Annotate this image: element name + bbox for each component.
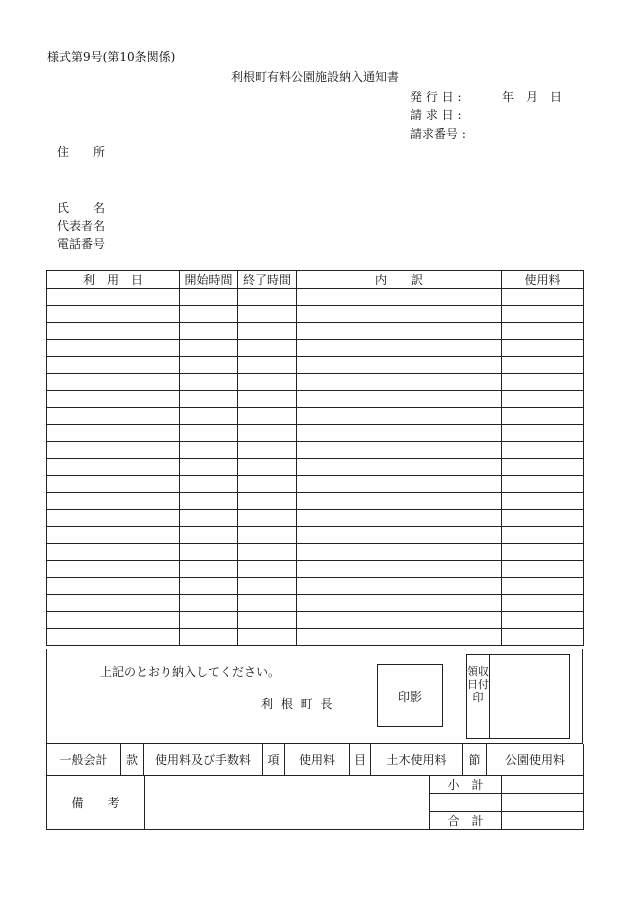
end-time-cell <box>238 561 297 578</box>
remarks-label: 備 考 <box>47 776 145 830</box>
usage-date-cell <box>47 561 180 578</box>
fee-cell <box>502 578 584 595</box>
issue-date-value: 年 月 日 <box>502 90 563 104</box>
account-general: 一般会計 <box>47 744 121 776</box>
start-time-cell <box>180 323 238 340</box>
receipt-stamp-label: 領収日付印 <box>467 665 489 704</box>
usage-date-cell <box>47 459 180 476</box>
end-time-cell <box>238 612 297 629</box>
issue-date-label: 発 行 日 : <box>410 90 462 104</box>
total-label: 合 計 <box>430 812 502 830</box>
usage-date-cell <box>47 544 180 561</box>
table-row <box>47 442 584 459</box>
details-cell <box>297 561 502 578</box>
usage-date-cell <box>47 629 180 646</box>
billing-number-label: 請求番号 : <box>410 127 466 141</box>
details-cell <box>297 391 502 408</box>
fee-cell <box>502 544 584 561</box>
fee-cell <box>502 629 584 646</box>
table-row <box>47 527 584 544</box>
start-time-cell <box>180 629 238 646</box>
start-time-cell <box>180 595 238 612</box>
usage-table-header <box>47 271 584 289</box>
usage-date-cell <box>47 595 180 612</box>
start-time-cell <box>180 374 238 391</box>
fee-cell <box>502 306 584 323</box>
column-header-start-time: 開始時間 <box>180 271 238 289</box>
form-number: 様式第9号(第10条関係) <box>47 50 176 64</box>
end-time-cell <box>238 510 297 527</box>
end-time-cell <box>238 459 297 476</box>
details-cell <box>297 357 502 374</box>
details-cell <box>297 527 502 544</box>
table-row <box>47 374 584 391</box>
start-time-cell <box>180 476 238 493</box>
end-time-cell <box>238 442 297 459</box>
fee-cell <box>502 476 584 493</box>
start-time-cell <box>180 408 238 425</box>
account-kou-value: 使用料 <box>285 744 350 776</box>
details-cell <box>297 459 502 476</box>
end-time-cell <box>238 527 297 544</box>
details-cell <box>297 493 502 510</box>
fee-cell <box>502 527 584 544</box>
start-time-cell <box>180 459 238 476</box>
fee-cell <box>502 408 584 425</box>
details-cell <box>297 425 502 442</box>
details-cell <box>297 476 502 493</box>
fee-cell <box>502 323 584 340</box>
column-header-end-time: 終了時間 <box>238 271 297 289</box>
table-row <box>47 629 584 646</box>
start-time-cell <box>180 493 238 510</box>
fee-cell <box>502 357 584 374</box>
end-time-cell <box>238 578 297 595</box>
details-cell <box>297 442 502 459</box>
table-row <box>47 391 584 408</box>
end-time-cell <box>238 391 297 408</box>
usage-date-cell <box>47 578 180 595</box>
start-time-cell <box>180 442 238 459</box>
start-time-cell <box>180 510 238 527</box>
usage-date-cell <box>47 476 180 493</box>
fee-cell <box>502 289 584 306</box>
details-cell <box>297 544 502 561</box>
account-setsu-label: 節 <box>463 744 487 776</box>
table-row <box>47 323 584 340</box>
details-cell <box>297 612 502 629</box>
table-row <box>47 544 584 561</box>
usage-date-cell <box>47 340 180 357</box>
end-time-cell <box>238 357 297 374</box>
details-cell <box>297 595 502 612</box>
fee-cell <box>502 459 584 476</box>
end-time-cell <box>238 425 297 442</box>
table-row <box>47 306 584 323</box>
fee-cell <box>502 391 584 408</box>
details-cell <box>297 306 502 323</box>
start-time-cell <box>180 391 238 408</box>
end-time-cell <box>238 544 297 561</box>
subtotal-value <box>502 776 584 794</box>
usage-table <box>46 270 584 646</box>
column-header-details: 内 訳 <box>297 271 502 289</box>
remarks-content <box>145 776 430 830</box>
fee-cell <box>502 510 584 527</box>
usage-date-cell <box>47 493 180 510</box>
table-row <box>47 357 584 374</box>
details-cell <box>297 340 502 357</box>
table-row <box>47 493 584 510</box>
start-time-cell <box>180 612 238 629</box>
fee-cell <box>502 493 584 510</box>
details-cell <box>297 323 502 340</box>
table-row <box>47 459 584 476</box>
table-row <box>47 408 584 425</box>
address-label: 住 所 <box>57 145 106 159</box>
start-time-cell <box>180 578 238 595</box>
notice-message: 上記のとおり納入してください。 <box>100 665 281 679</box>
fee-cell <box>502 612 584 629</box>
billing-date-label: 請 求 日 : <box>410 108 462 122</box>
usage-date-cell <box>47 527 180 544</box>
fee-cell <box>502 340 584 357</box>
name-label: 氏 名 <box>57 201 106 215</box>
usage-date-cell <box>47 391 180 408</box>
end-time-cell <box>238 323 297 340</box>
usage-date-cell <box>47 408 180 425</box>
table-row <box>47 340 584 357</box>
end-time-cell <box>238 289 297 306</box>
fee-cell <box>502 442 584 459</box>
table-row <box>47 595 584 612</box>
subtotal-spacer-value <box>502 794 584 812</box>
mayor-signature: 利 根 町 長 <box>261 697 335 711</box>
account-moku-value: 土木使用料 <box>371 744 463 776</box>
end-time-cell <box>238 408 297 425</box>
account-moku-label: 目 <box>350 744 371 776</box>
usage-date-cell <box>47 425 180 442</box>
account-kan-value: 使用料及び手数料 <box>144 744 263 776</box>
start-time-cell <box>180 357 238 374</box>
end-time-cell <box>238 476 297 493</box>
account-row <box>47 744 584 776</box>
end-time-cell <box>238 595 297 612</box>
start-time-cell <box>180 306 238 323</box>
account-kan-label: 款 <box>121 744 144 776</box>
fee-cell <box>502 425 584 442</box>
details-cell <box>297 510 502 527</box>
fee-cell <box>502 561 584 578</box>
table-row <box>47 612 584 629</box>
details-cell <box>297 374 502 391</box>
column-header-fee: 使用料 <box>502 271 584 289</box>
document-title: 利根町有料公園施設納入通知書 <box>230 70 399 84</box>
usage-date-cell <box>47 442 180 459</box>
end-time-cell <box>238 306 297 323</box>
start-time-cell <box>180 544 238 561</box>
account-kou-label: 項 <box>263 744 285 776</box>
fee-cell <box>502 595 584 612</box>
seal-label: 印影 <box>397 690 422 704</box>
end-time-cell <box>238 629 297 646</box>
subtotal-label: 小 計 <box>430 776 502 794</box>
start-time-cell <box>180 561 238 578</box>
table-row <box>47 578 584 595</box>
usage-date-cell <box>47 510 180 527</box>
table-row <box>47 476 584 493</box>
usage-date-cell <box>47 289 180 306</box>
receipt-divider <box>489 654 490 739</box>
usage-date-cell <box>47 612 180 629</box>
total-value <box>502 812 584 830</box>
details-cell <box>297 578 502 595</box>
end-time-cell <box>238 493 297 510</box>
table-row <box>47 561 584 578</box>
table-row <box>47 425 584 442</box>
start-time-cell <box>180 340 238 357</box>
phone-label: 電話番号 <box>57 237 106 251</box>
account-table <box>46 744 584 776</box>
fee-cell <box>502 374 584 391</box>
remarks-table <box>46 776 584 830</box>
usage-date-cell <box>47 374 180 391</box>
column-header-usage-date: 利 用 日 <box>47 271 180 289</box>
usage-date-cell <box>47 306 180 323</box>
end-time-cell <box>238 374 297 391</box>
subtotal-spacer <box>430 794 502 812</box>
details-cell <box>297 408 502 425</box>
account-setsu-value: 公園使用料 <box>487 744 584 776</box>
representative-label: 代表者名 <box>57 219 106 233</box>
details-cell <box>297 289 502 306</box>
details-cell <box>297 629 502 646</box>
start-time-cell <box>180 425 238 442</box>
table-row <box>47 289 584 306</box>
end-time-cell <box>238 340 297 357</box>
start-time-cell <box>180 289 238 306</box>
usage-date-cell <box>47 323 180 340</box>
usage-date-cell <box>47 357 180 374</box>
table-row <box>47 510 584 527</box>
start-time-cell <box>180 527 238 544</box>
